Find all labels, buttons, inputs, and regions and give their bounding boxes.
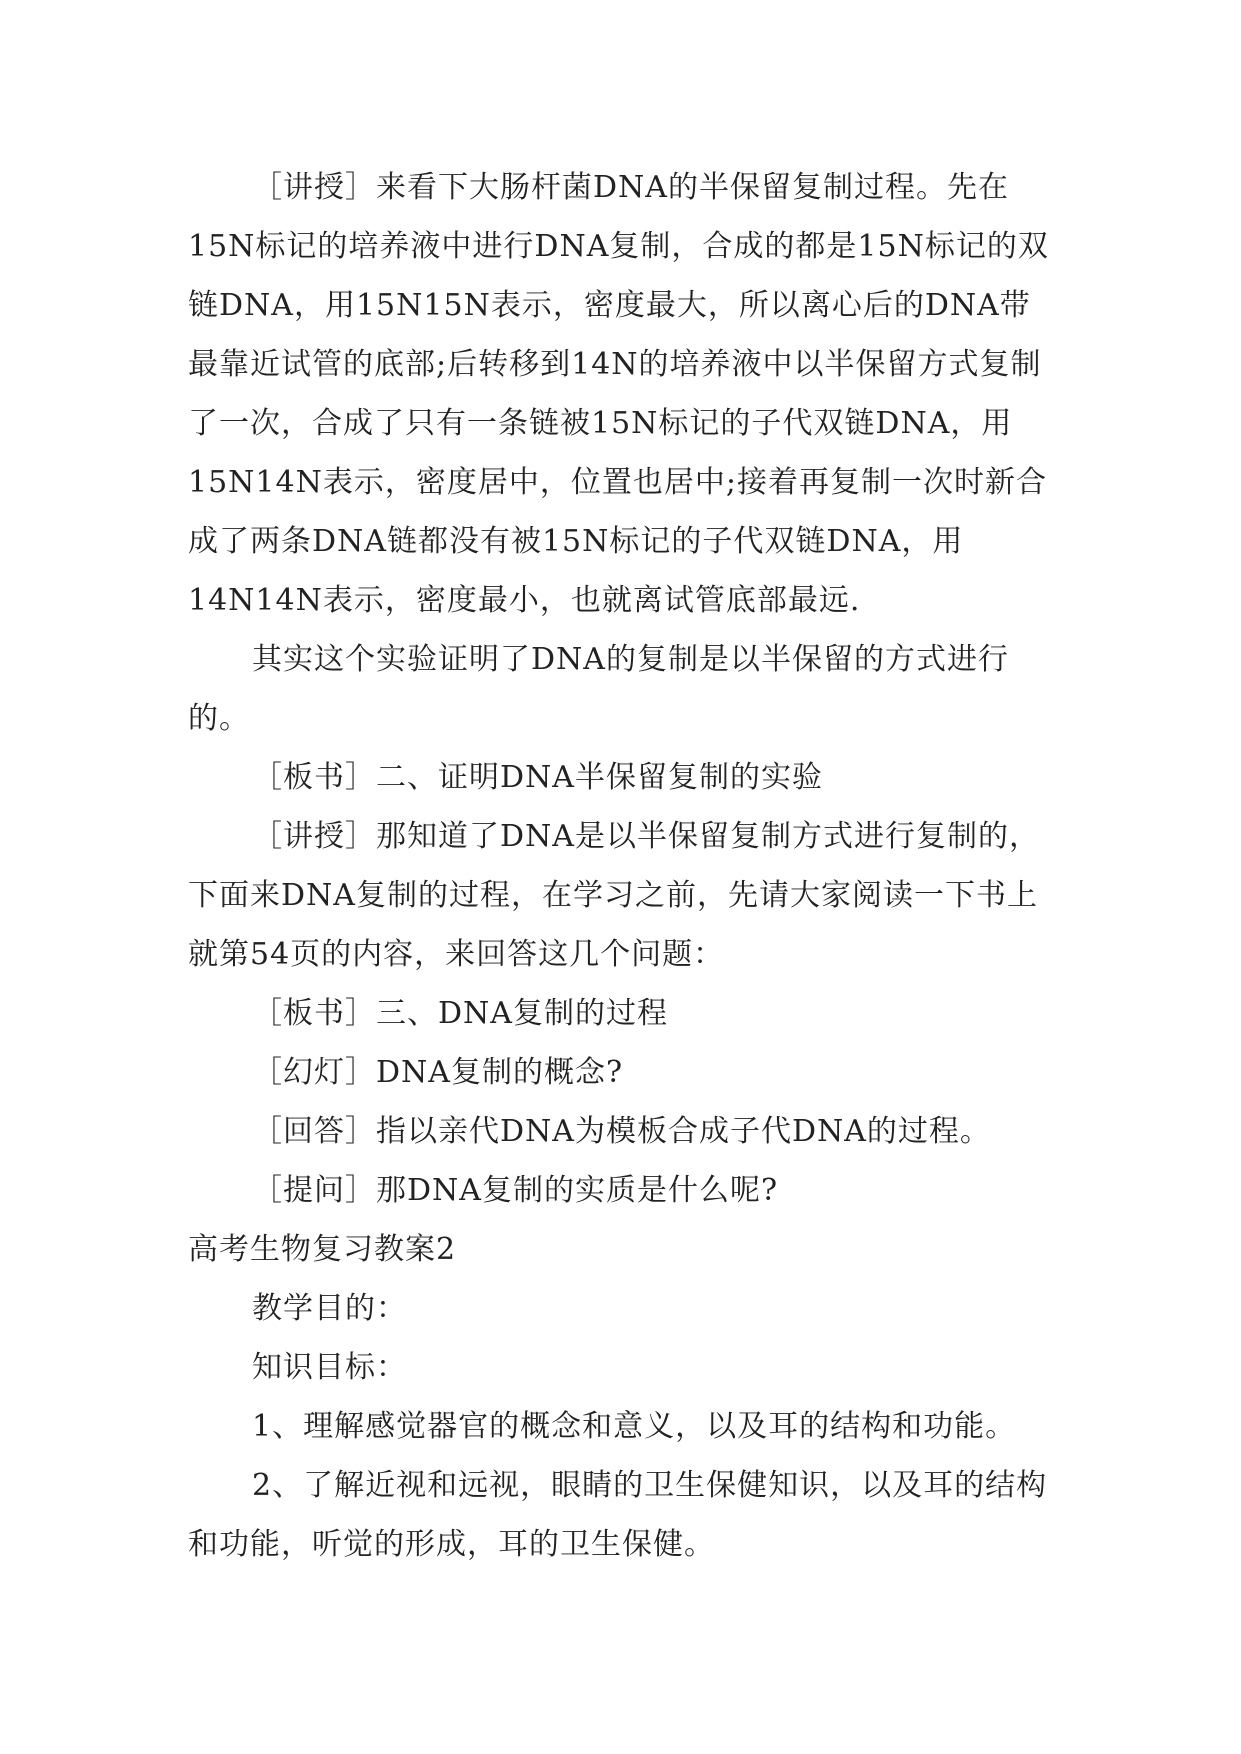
paragraph-experiment-conclusion: 其实这个实验证明了DNA的复制是以半保留的方式进行的。	[188, 642, 1009, 736]
paragraph-lecture-reading: ［讲授］那知道了DNA是以半保留复制方式进行复制的，下面来DNA复制的过程，在学习之前，先请大家阅读一下书上就第54页的内容，来回答这几个问题：	[188, 819, 1040, 972]
paragraph-question: ［提问］那DNA复制的实质是什么呢?	[252, 1173, 779, 1208]
section-title: 高考生物复习教案2	[188, 1232, 457, 1267]
paragraph-knowledge-goal: 知识目标：	[252, 1350, 407, 1385]
paragraph-slide-concept: ［幻灯］DNA复制的概念?	[252, 1055, 624, 1090]
paragraph-goal-item-2: 2、了解近视和远视，眼睛的卫生保健知识，以及耳的结构和功能，听觉的形成，耳的卫生保健。	[188, 1468, 1048, 1562]
document-body	[188, 158, 1058, 1574]
paragraph-board-section-2: ［板书］二、证明DNA半保留复制的实验	[252, 760, 823, 795]
paragraph-board-section-3: ［板书］三、DNA复制的过程	[252, 996, 668, 1031]
paragraph-teaching-goal: 教学目的：	[252, 1291, 407, 1326]
paragraph-lecture-replication: ［讲授］来看下大肠杆菌DNA的半保留复制过程。先在15N标记的培养液中进行DNA复制，合成的都是15N标记的双链DNA，用15N15N表示，密度最大，所以离心后的DNA带最靠近试管的底部;后转移到14N的培养液中以半保留方式复制了一次，合成了只有一条链被15N标记的子代双链DNA，用15N14N表示，密度居中，位置也居中;接着再复制一次时新合成了两条DNA链都没有被15N标记的子代双链DNA，用14N14N表示，密度最小，也就离试管底部最远.	[188, 170, 1049, 618]
paragraph-goal-item-1: 1、理解感觉器官的概念和意义，以及耳的结构和功能。	[252, 1409, 1017, 1444]
paragraph-answer: ［回答］指以亲代DNA为模板合成子代DNA的过程。	[252, 1114, 991, 1149]
